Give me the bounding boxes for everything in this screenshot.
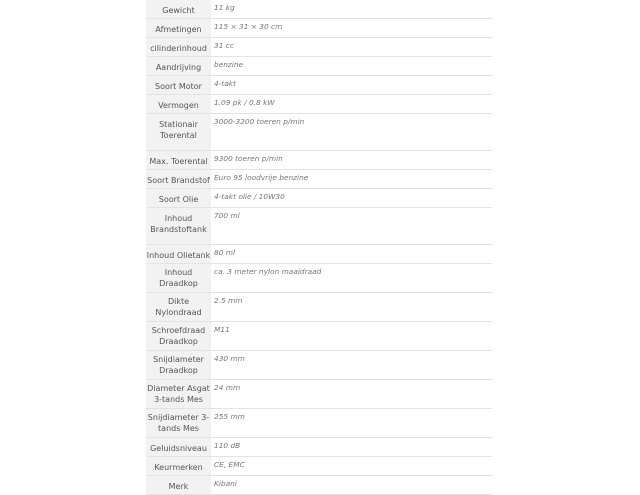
spec-row-snijdiameter-draadkop [146,351,492,380]
spec-label: Inhoud Draadkop [146,264,211,293]
spec-row-soort-motor [146,76,492,95]
spec-value: Euro 95 loodvrije benzine [211,170,492,189]
spec-row-inhoud-olietank [146,245,492,264]
spec-value: ca. 3 meter nylon maaidraad [211,264,492,293]
spec-value: 2.5 mm [211,293,492,322]
spec-label: Soort Olie [146,189,211,208]
spec-label: Merk [146,476,211,495]
specifications-table [146,0,492,495]
spec-value: Kibani [211,476,492,495]
spec-row-cilinderinhoud [146,38,492,57]
spec-value: CE, EMC [211,457,492,476]
spec-row-diameter-asgat [146,380,492,409]
spec-value: 31 cc [211,38,492,57]
spec-value: benzine [211,57,492,76]
spec-value: 700 ml [211,208,492,245]
spec-value: M11 [211,322,492,351]
spec-label: Soort Motor [146,76,211,95]
spec-row-afmetingen [146,19,492,38]
spec-label: Gewicht [146,0,211,19]
spec-value: 80 ml [211,245,492,264]
spec-row-soort-olie [146,189,492,208]
spec-label: Stationair Toerental [146,114,211,151]
spec-label: Diameter Asgat 3-tands Mes [146,380,211,409]
spec-label: Soort Brandstof [146,170,211,189]
spec-row-max-toerental [146,151,492,170]
spec-row-geluidsniveau [146,438,492,457]
spec-label: Geluidsniveau [146,438,211,457]
spec-row-aandrijving [146,57,492,76]
spec-row-soort-brandstof [146,170,492,189]
spec-value: 11 kg [211,0,492,19]
spec-row-snijdiameter-mes [146,409,492,438]
spec-label: Snijdiameter 3-tands Mes [146,409,211,438]
spec-label: Max. Toerental [146,151,211,170]
spec-label: Aandrijving [146,57,211,76]
spec-value: 115 × 31 × 30 cm [211,19,492,38]
spec-value: 4-takt olie / 10W30 [211,189,492,208]
spec-label: Keurmerken [146,457,211,476]
spec-row-merk [146,476,492,495]
spec-label: Vermogen [146,95,211,114]
spec-value: 4-takt [211,76,492,95]
spec-value: 1.09 pk / 0.8 kW [211,95,492,114]
spec-row-vermogen [146,95,492,114]
spec-row-inhoud-draadkop [146,264,492,293]
spec-label: Inhoud Olietank [146,245,211,264]
spec-value: 9300 toeren p/min [211,151,492,170]
spec-row-stationair-toerental [146,114,492,151]
spec-value: 430 mm [211,351,492,380]
spec-row-inhoud-brandstoftank [146,208,492,245]
spec-row-keurmerken [146,457,492,476]
spec-label: cilinderinhoud [146,38,211,57]
spec-row-gewicht [146,0,492,19]
spec-row-schroefdraad-draadkop [146,322,492,351]
spec-label: Schroefdraad Draadkop [146,322,211,351]
spec-value: 110 dB [211,438,492,457]
spec-label: Dikte Nylondraad [146,293,211,322]
spec-label: Afmetingen [146,19,211,38]
spec-label: Snijdiameter Draadkop [146,351,211,380]
spec-value: 255 mm [211,409,492,438]
spec-label: Inhoud Brandstoftank [146,208,211,245]
spec-value: 3000-3200 toeren p/min [211,114,492,151]
spec-row-dikte-nylondraad [146,293,492,322]
spec-value: 24 mm [211,380,492,409]
